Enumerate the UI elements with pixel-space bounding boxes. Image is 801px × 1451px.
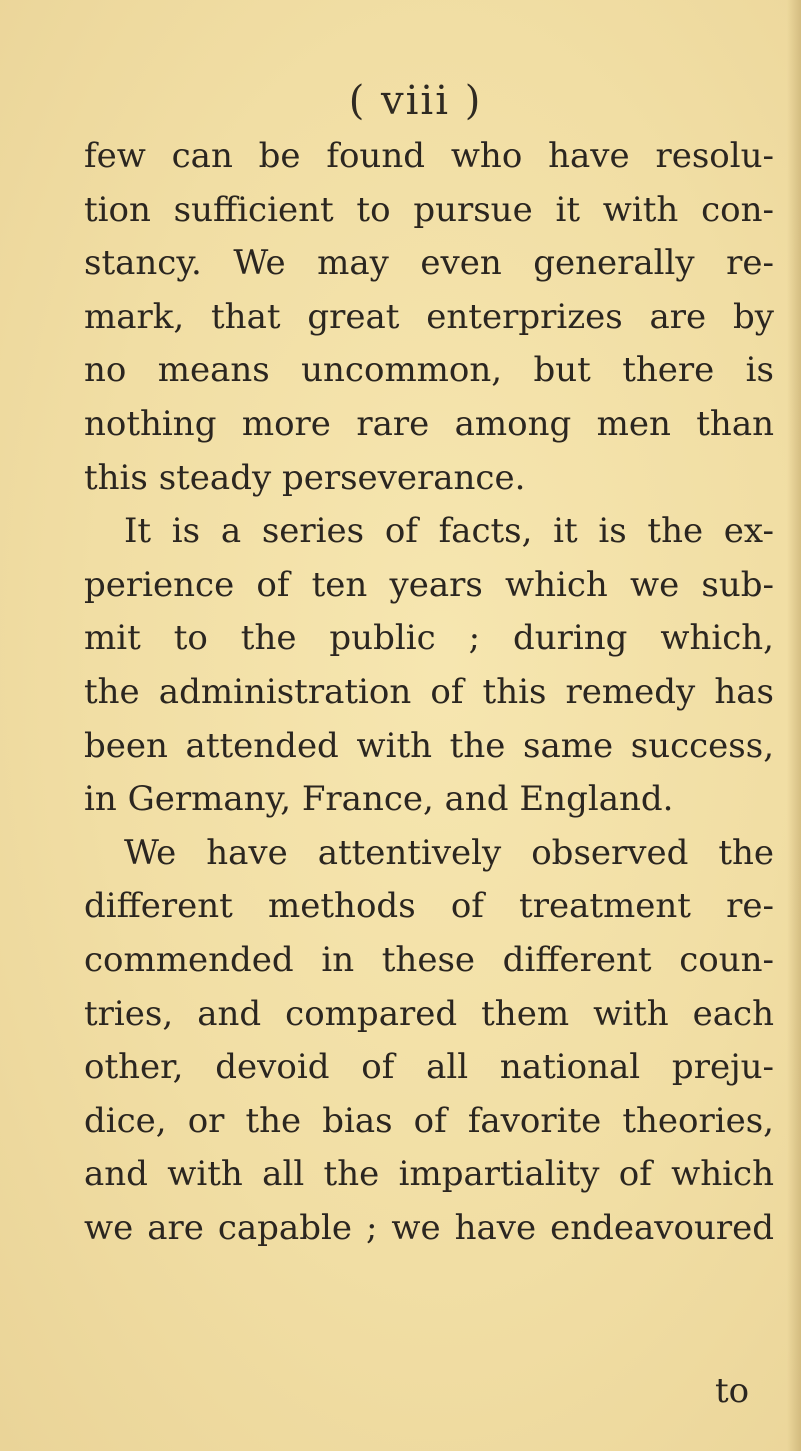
text-line: perience of ten years which we sub-: [84, 564, 774, 605]
page-number-header: ( viii ): [348, 78, 483, 124]
text-line: we are capable ; we have endeavoured: [84, 1207, 774, 1248]
paragraph-1: [84, 130, 774, 505]
text-line: been attended with the same success,: [84, 725, 774, 766]
text-line: dice, or the bias of favorite theories,: [84, 1100, 774, 1141]
paragraph-2: [84, 505, 774, 827]
text-line: mit to the public ; during which,: [84, 618, 774, 659]
text-line: We have attentively observed the: [124, 832, 774, 873]
body-text: [84, 130, 774, 1255]
text-line: stancy. We may even generally re-: [84, 243, 774, 284]
text-line: mark, that great enterprizes are by: [84, 296, 774, 337]
text-line: the administration of this remedy has: [84, 671, 774, 712]
text-line: commended in these different coun-: [84, 939, 774, 980]
text-line: in Germany, France, and England.: [84, 779, 674, 820]
text-line: tion sufficient to pursue it with con-: [84, 189, 774, 230]
text-line: It is a series of facts, it is the ex-: [124, 511, 774, 552]
page-edge-shadow: [787, 0, 801, 1451]
text-line: and with all the impartiality of which: [84, 1154, 774, 1195]
text-line: different methods of treatment re-: [84, 886, 774, 927]
text-line: other, devoid of all national preju-: [84, 1047, 774, 1088]
paragraph-3: [84, 827, 774, 1256]
text-line: nothing more rare among men than: [84, 403, 774, 444]
text-line: this steady perseverance.: [84, 457, 526, 498]
text-line: few can be found who have resolu-: [84, 136, 774, 176]
catchword: to: [715, 1371, 750, 1411]
text-line: tries, and compared them with each: [84, 993, 774, 1034]
text-line: no means uncommon, but there is: [84, 350, 774, 391]
